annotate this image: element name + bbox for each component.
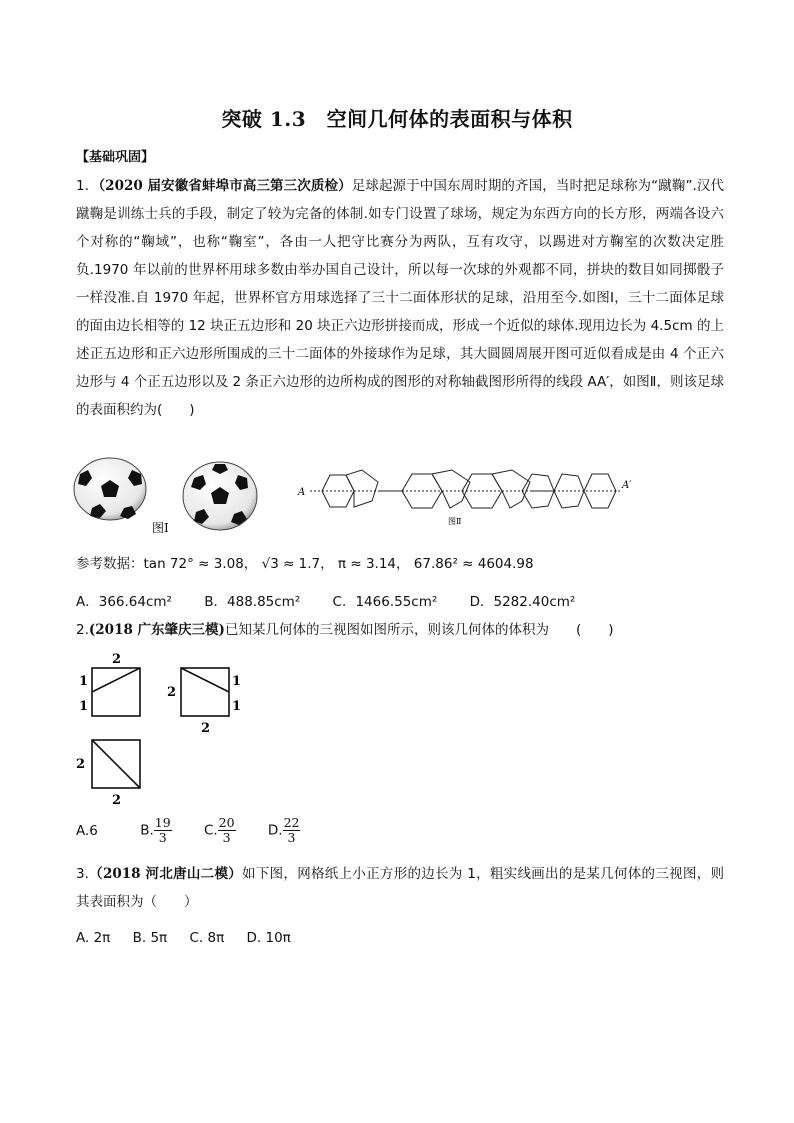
figure-2-great-circle-development	[292, 452, 642, 532]
q3-options	[76, 930, 309, 946]
fraction-numerator: 20	[218, 815, 235, 830]
question-3	[76, 860, 724, 916]
q1-option-a[interactable]: A．366.64cm²	[76, 594, 172, 610]
top-bottom-dim: 2	[112, 793, 122, 808]
q3-source: （2018 河北唐山二模）	[88, 866, 243, 882]
front-left-dim-2: 1	[79, 699, 89, 714]
figure-1-soccer-balls	[70, 456, 270, 540]
fraction	[218, 816, 236, 845]
page-title: 突破 1.3 空间几何体的表面积与体积	[221, 107, 573, 131]
q1-option-d[interactable]: D．5282.40cm²	[469, 594, 576, 610]
q1-number: 1．	[76, 178, 99, 194]
q2-option-d-letter: D.	[267, 822, 283, 839]
q2-option-b[interactable]	[140, 816, 171, 845]
q2-option-a-letter: A.	[76, 822, 90, 839]
q2-option-c[interactable]	[204, 816, 236, 845]
point-a-prime-label: A′	[622, 480, 632, 491]
q1-option-c[interactable]: C．1466.55cm²	[332, 594, 438, 610]
q1-text: 足球起源于中国东周时期的齐国，当时把足球称为“蹴鞠”.汉代蹴鞠是训练士兵的手段，制定了较为完备的体制.如专门设置了球场，规定为东西方向的长方形，两端各设六个对称的“鞠域”，也称“鞠室”，各由一人把守比赛分为两队，互有攻守，以踢进对方鞠室的次数决定胜负.1970 年以前的世界杯用球多数由举办国自己设计，所以每一次球的外观都不同，拼块的数目如同掷骰子一样没准.自 1970 年起，世界杯官方用球选择了三十二面体形状的足球，沿用至今.如图Ⅰ，三十二面体足球的面由边长相等的 12 块正五边形和 20 块正六边形拼接而成，形成一个近似的球体.现用边长为 4.5cm 的上述正五边形和正六边形所围成的三十二面体的外接球作为足球，其大圆圆周展开图可近似看成是由 4 个正六边形与 4 个正五边形以及 2 条正六边形的边所构成的图形的对称轴截图形所得的线段 AA′，如图Ⅱ，则该足球的表面积约为( )	[76, 178, 724, 418]
q2-source: (2018 广东肇庆三模)	[88, 622, 225, 638]
q2-option-a-value: 6	[89, 822, 98, 839]
fraction-denominator: 3	[222, 830, 231, 845]
q1-reference-data: 参考数据：tan 72° ≈ 3.08， √3 ≈ 1.7， π ≈ 3.14， 67.86² ≈ 4604.98	[76, 556, 534, 572]
side-bottom-dim: 2	[201, 721, 211, 736]
fraction-denominator: 3	[287, 830, 296, 845]
soccer-ball-icon	[74, 458, 146, 520]
question-2	[76, 616, 724, 644]
fraction	[154, 816, 172, 845]
q1-options	[76, 590, 603, 610]
q2-option-a[interactable]	[76, 823, 98, 839]
q3-option-d[interactable]: D. 10π	[246, 930, 291, 946]
side-right-dim-1: 1	[232, 674, 242, 689]
q2-option-c-letter: C.	[203, 822, 218, 839]
fraction-numerator: 22	[283, 815, 300, 830]
q1-option-b[interactable]: B．488.85cm²	[204, 594, 301, 610]
front-top-dim: 2	[112, 652, 122, 667]
q1-source: （2020 届安徽省蚌埠市高三第三次质检）	[98, 178, 352, 194]
front-left-dim-1: 1	[79, 674, 89, 689]
q3-option-c[interactable]: C. 8π	[189, 930, 225, 946]
q3-option-b[interactable]: B. 5π	[132, 930, 168, 946]
side-left-dim: 2	[167, 685, 177, 700]
fraction-denominator: 3	[158, 830, 167, 845]
q2-text: 已知某几何体的三视图如图所示，则该几何体的体积为 ( )	[224, 622, 614, 638]
q3-text: 如下图，网格纸上小正方形的边长为 1，粗实线画出的是某几何体的三视图，则其表面积为（ ）	[76, 866, 724, 910]
top-left-dim: 2	[76, 757, 86, 772]
point-a-label: A	[298, 487, 306, 498]
q2-option-d[interactable]	[268, 816, 301, 845]
q2-option-b-letter: B.	[140, 822, 154, 839]
section-label: 【基础巩固】	[76, 150, 155, 165]
q2-three-view-diagram	[70, 648, 260, 810]
soccer-ball-icon	[183, 462, 257, 530]
q3-option-a[interactable]: A. 2π	[76, 930, 111, 946]
q2-options	[76, 816, 328, 845]
figure-1-label: 图Ⅰ	[152, 521, 169, 535]
figure-2-label: 图Ⅱ	[448, 517, 462, 526]
side-right-dim-2: 1	[232, 699, 242, 714]
q2-number: 2.	[76, 622, 89, 638]
question-1	[76, 172, 724, 424]
fraction-numerator: 19	[154, 815, 171, 830]
q3-number: 3.	[76, 866, 89, 882]
fraction	[283, 816, 301, 845]
